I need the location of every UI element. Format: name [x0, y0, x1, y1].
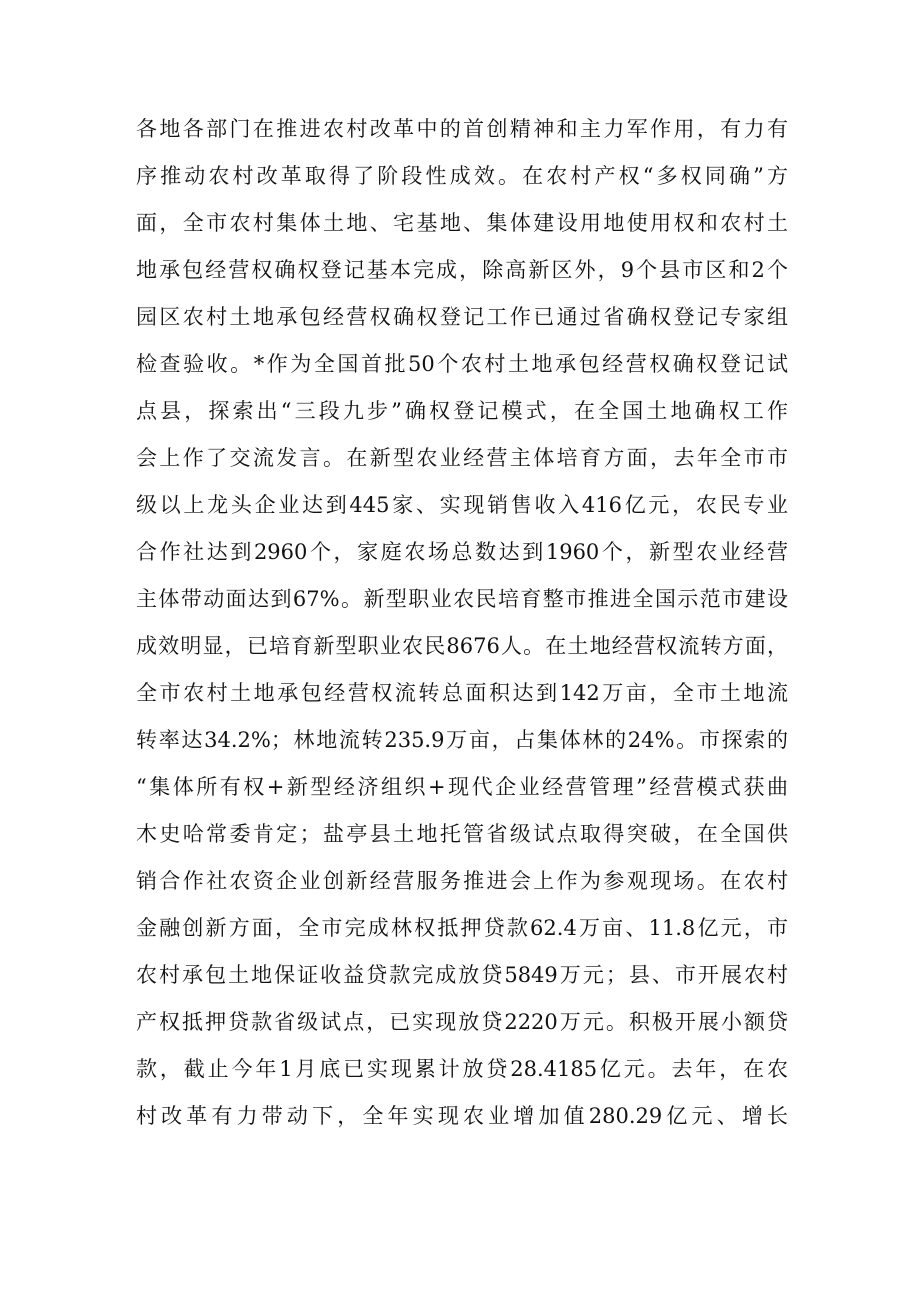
- text-line: 农村承包土地保证收益贷款完成放贷5849万元；县、市开展农村: [136, 963, 788, 987]
- text-line: 面，全市农村集体土地、宅基地、集体建设用地使用权和农村土: [136, 211, 788, 235]
- text-line: 各地各部门在推进农村改革中的首创精神和主力军作用，有力有: [136, 117, 788, 141]
- text-line: 全市农村土地承包经营权流转总面积达到142万亩，全市土地流: [136, 681, 788, 705]
- text-line: 转率达34.2%；林地流转235.9万亩，占集体林的24%。市探索的: [136, 728, 788, 752]
- text-line: 级以上龙头企业达到445家、实现销售收入416亿元，农民专业: [136, 493, 788, 517]
- text-line: 成效明显，已培育新型职业农民8676人。在土地经营权流转方面，: [136, 634, 788, 658]
- text-line: 会上作了交流发言。在新型农业经营主体培育方面，去年全市市: [136, 446, 788, 470]
- text-line: 主体带动面达到67%。新型职业农民培育整市推进全国示范市建设: [136, 587, 788, 611]
- text-line: 合作社达到2960个，家庭农场总数达到1960个，新型农业经营: [136, 540, 788, 564]
- text-line: 地承包经营权确权登记基本完成，除高新区外，9个县市区和2个: [136, 258, 788, 282]
- text-line: “集体所有权+新型经济组织+现代企业经营管理”经营模式获曲: [136, 775, 788, 799]
- body-paragraph: [136, 106, 788, 1140]
- text-line: 木史哈常委肯定；盐亭县土地托管省级试点取得突破，在全国供: [136, 822, 788, 846]
- text-line: 金融创新方面，全市完成林权抵押贷款62.4万亩、11.8亿元，市: [136, 916, 788, 940]
- text-line: 检查验收。*作为全国首批50个农村土地承包经营权确权登记试: [136, 352, 788, 376]
- text-line: 村改革有力带动下，全年实现农业增加值280.29亿元、增长: [136, 1104, 788, 1128]
- text-line: 序推动农村改革取得了阶段性成效。在农村产权“多权同确”方: [136, 164, 788, 188]
- text-line: 销合作社农资企业创新经营服务推进会上作为参观现场。在农村: [136, 869, 788, 893]
- text-line: 款，截止今年1月底已实现累计放贷28.4185亿元。去年，在农: [136, 1057, 788, 1081]
- text-line: 点县，探索出“三段九步”确权登记模式，在全国土地确权工作: [136, 399, 788, 423]
- text-line: 园区农村土地承包经营权确权登记工作已通过省确权登记专家组: [136, 305, 788, 329]
- text-line: 产权抵押贷款省级试点，已实现放贷2220万元。积极开展小额贷: [136, 1010, 788, 1034]
